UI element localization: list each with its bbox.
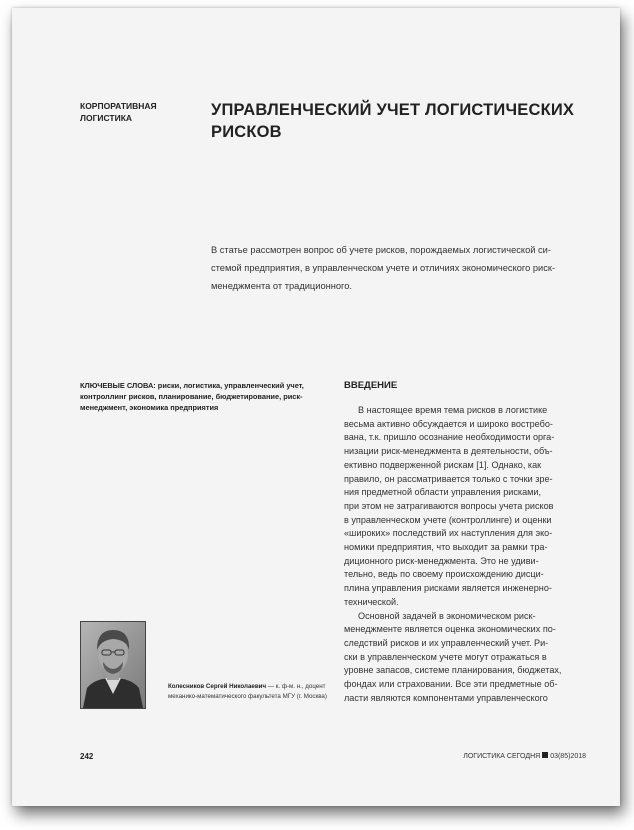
body-line: технической. [344,596,399,607]
keywords-line: КЛЮЧЕВЫЕ СЛОВА: риски, логистика, управленческий учет, [80,381,304,390]
body-line: ективно подверженной рискам [1]. Однако, как [344,459,542,470]
article-title-line: УПРАВЛЕНЧЕСКИЙ УЧЕТ ЛОГИСТИЧЕСКИХ [211,101,575,119]
keywords [80,380,330,413]
keywords-line: менеджмент, экономика предприятия [80,403,219,412]
body-line: весьма активно обсуждается и широко востребо- [344,418,553,429]
author-portrait-image [81,622,145,708]
abstract-line: менеджмента от традиционного. [211,281,353,291]
body-line: правило, он рассматривается только с точки зре- [344,473,553,484]
author-description: — к. ф-м. н., доцент [266,683,326,690]
author-affiliation: механико-математического факультета МГУ (г. Москва) [168,693,327,700]
body-line: Основной задачей в экономическом риск- [358,610,536,621]
body-line: менеджменте является оценка экономических по- [344,624,556,635]
body-line: тельно, ведь по своему происхождению дисци- [344,569,544,580]
abstract [211,241,596,295]
keywords-line: контроллинг рисков, планирование, бюджетирование, риск- [80,392,303,401]
author-photo [80,621,146,709]
body-text [344,404,594,705]
body-line: следствий рисков и их управленческий учет. Ри- [344,637,549,648]
section-label-line: КОРПОРАТИВНАЯ [80,101,157,111]
article-title [211,99,591,143]
section-label-line: ЛОГИСТИКА [80,113,133,123]
body-line: в управленческом учете (контроллинге) и оценки [344,514,552,525]
article-title-line: РИСКОВ [211,123,282,141]
body-line: уровне запасов, системе планирования, бюджетах, [344,665,562,676]
section-heading: ВВЕДЕНИЕ [344,380,398,391]
body-line: В настоящее время тема рисков в логистике [358,405,548,415]
author-info [168,682,338,702]
body-line: номики предприятия, что выходит за рамки тра- [344,542,548,553]
body-line: «широких» последствий их наступления для эко- [344,528,553,539]
body-line: вана, т.к. пришло осознание необходимости орга- [344,432,555,443]
abstract-line: В статье рассмотрен вопрос об учете рисков, порождаемых логистической си- [211,245,551,255]
body-line: фондах или страховании. Все эти предметные об- [344,679,558,690]
body-line: при этом не затрагиваются вопросы учета рисков [344,500,554,511]
journal-name: ЛОГИСТИКА СЕГОДНЯ [463,753,541,760]
abstract-line: стемой предприятия, в управленческом учете и отличиях экономического риск- [211,263,556,273]
body-line: ласти являются компонентами управленческого [344,692,548,703]
author-line [168,682,338,692]
page-number: 242 [80,752,94,761]
section-label [80,100,190,124]
journal-issue: 03(85)2018 [550,753,586,760]
author-name: Колесников Сергей Николаевич [168,683,267,690]
body-line: ски в управленческом учете могут отражаться в [344,651,547,662]
journal-footer [463,752,586,760]
body-line: плина управления рисками является инженерно- [344,583,552,594]
square-separator-icon [542,752,548,758]
journal-page [12,8,620,806]
body-line: ния предметной области управления рисками, [344,487,541,498]
body-line: низации риск-менеджмента в деятельности, объ- [344,446,553,457]
body-line: диционного риск-менеджмента. Это не удиви- [344,555,539,566]
